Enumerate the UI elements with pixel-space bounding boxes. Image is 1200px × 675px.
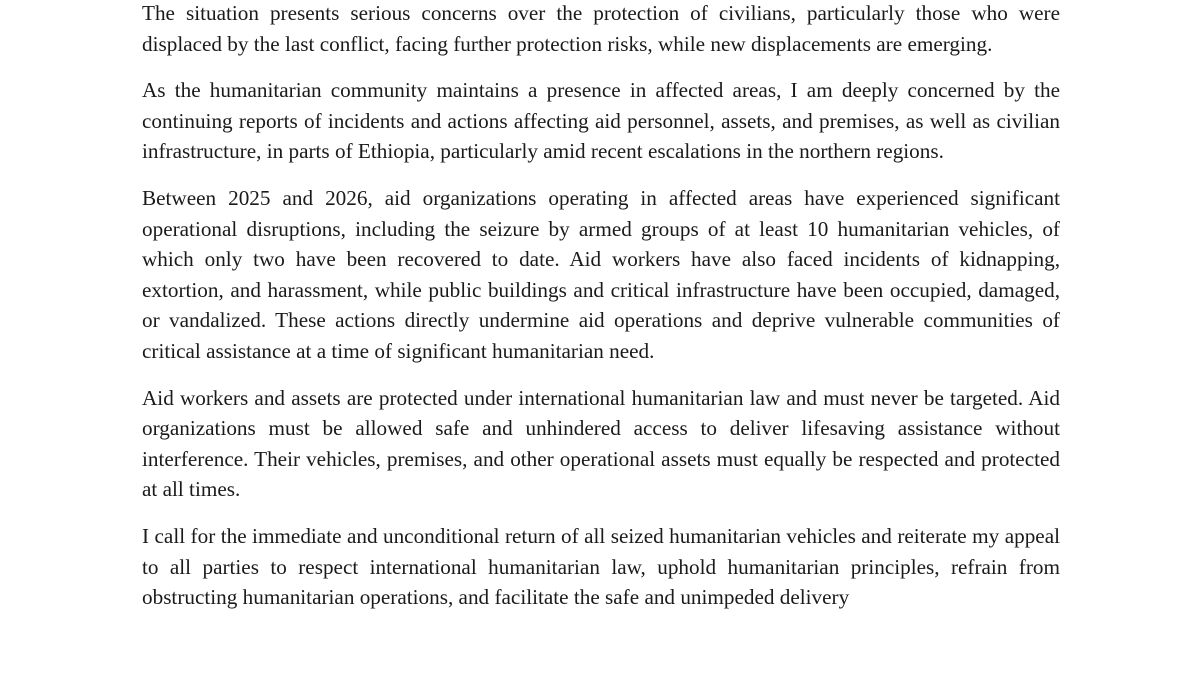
paragraph-legal-protection: Aid workers and assets are protected under international humanitarian law and must never be targeted. Aid organizations must be allowed safe and unhindered access to deliver lifesaving assistance without interference. Their vehicles, premises, and other operational assets must equally be respected and protected at all times. bbox=[142, 385, 1060, 502]
paragraph-call-to-action: I call for the immediate and unconditional return of all seized humanitarian vehicles and reiterate my appeal to all parties to respect international humanitarian law, uphold humanitarian principles, refrain from obstructing humanitarian operations, and facilitate the safe and unimpeded delivery bbox=[142, 523, 1060, 610]
paragraph-humanitarian-concern: As the humanitarian community maintains a presence in affected areas, I am deeply concerned by the continuing reports of incidents and actions affecting aid personnel, assets, and premises, as well as civilian infrastructure, in parts of Ethiopia, particularly amid recent escalations in the northern regions. bbox=[142, 78, 1060, 164]
paragraph-civilian-protection: The situation presents serious concerns over the protection of civilians, particularly those who were displaced by the last conflict, facing further protection risks, while new displacements are emerging. bbox=[142, 1, 1060, 56]
paragraph-operational-disruptions: Between 2025 and 2026, aid organizations operating in affected areas have experienced significant operational disruptions, including the seizure by armed groups of at least 10 humanitarian vehicles, of which only two have been recovered to date. Aid workers have also faced incidents of kidnapping, extortion, and harassment, while public buildings and critical infrastructure have been occupied, damaged, or vandalized. These actions directly undermine aid operations and deprive vulnerable communities of critical assistance at a time of significant humanitarian need. bbox=[142, 185, 1060, 363]
document-body bbox=[142, 0, 1060, 629]
